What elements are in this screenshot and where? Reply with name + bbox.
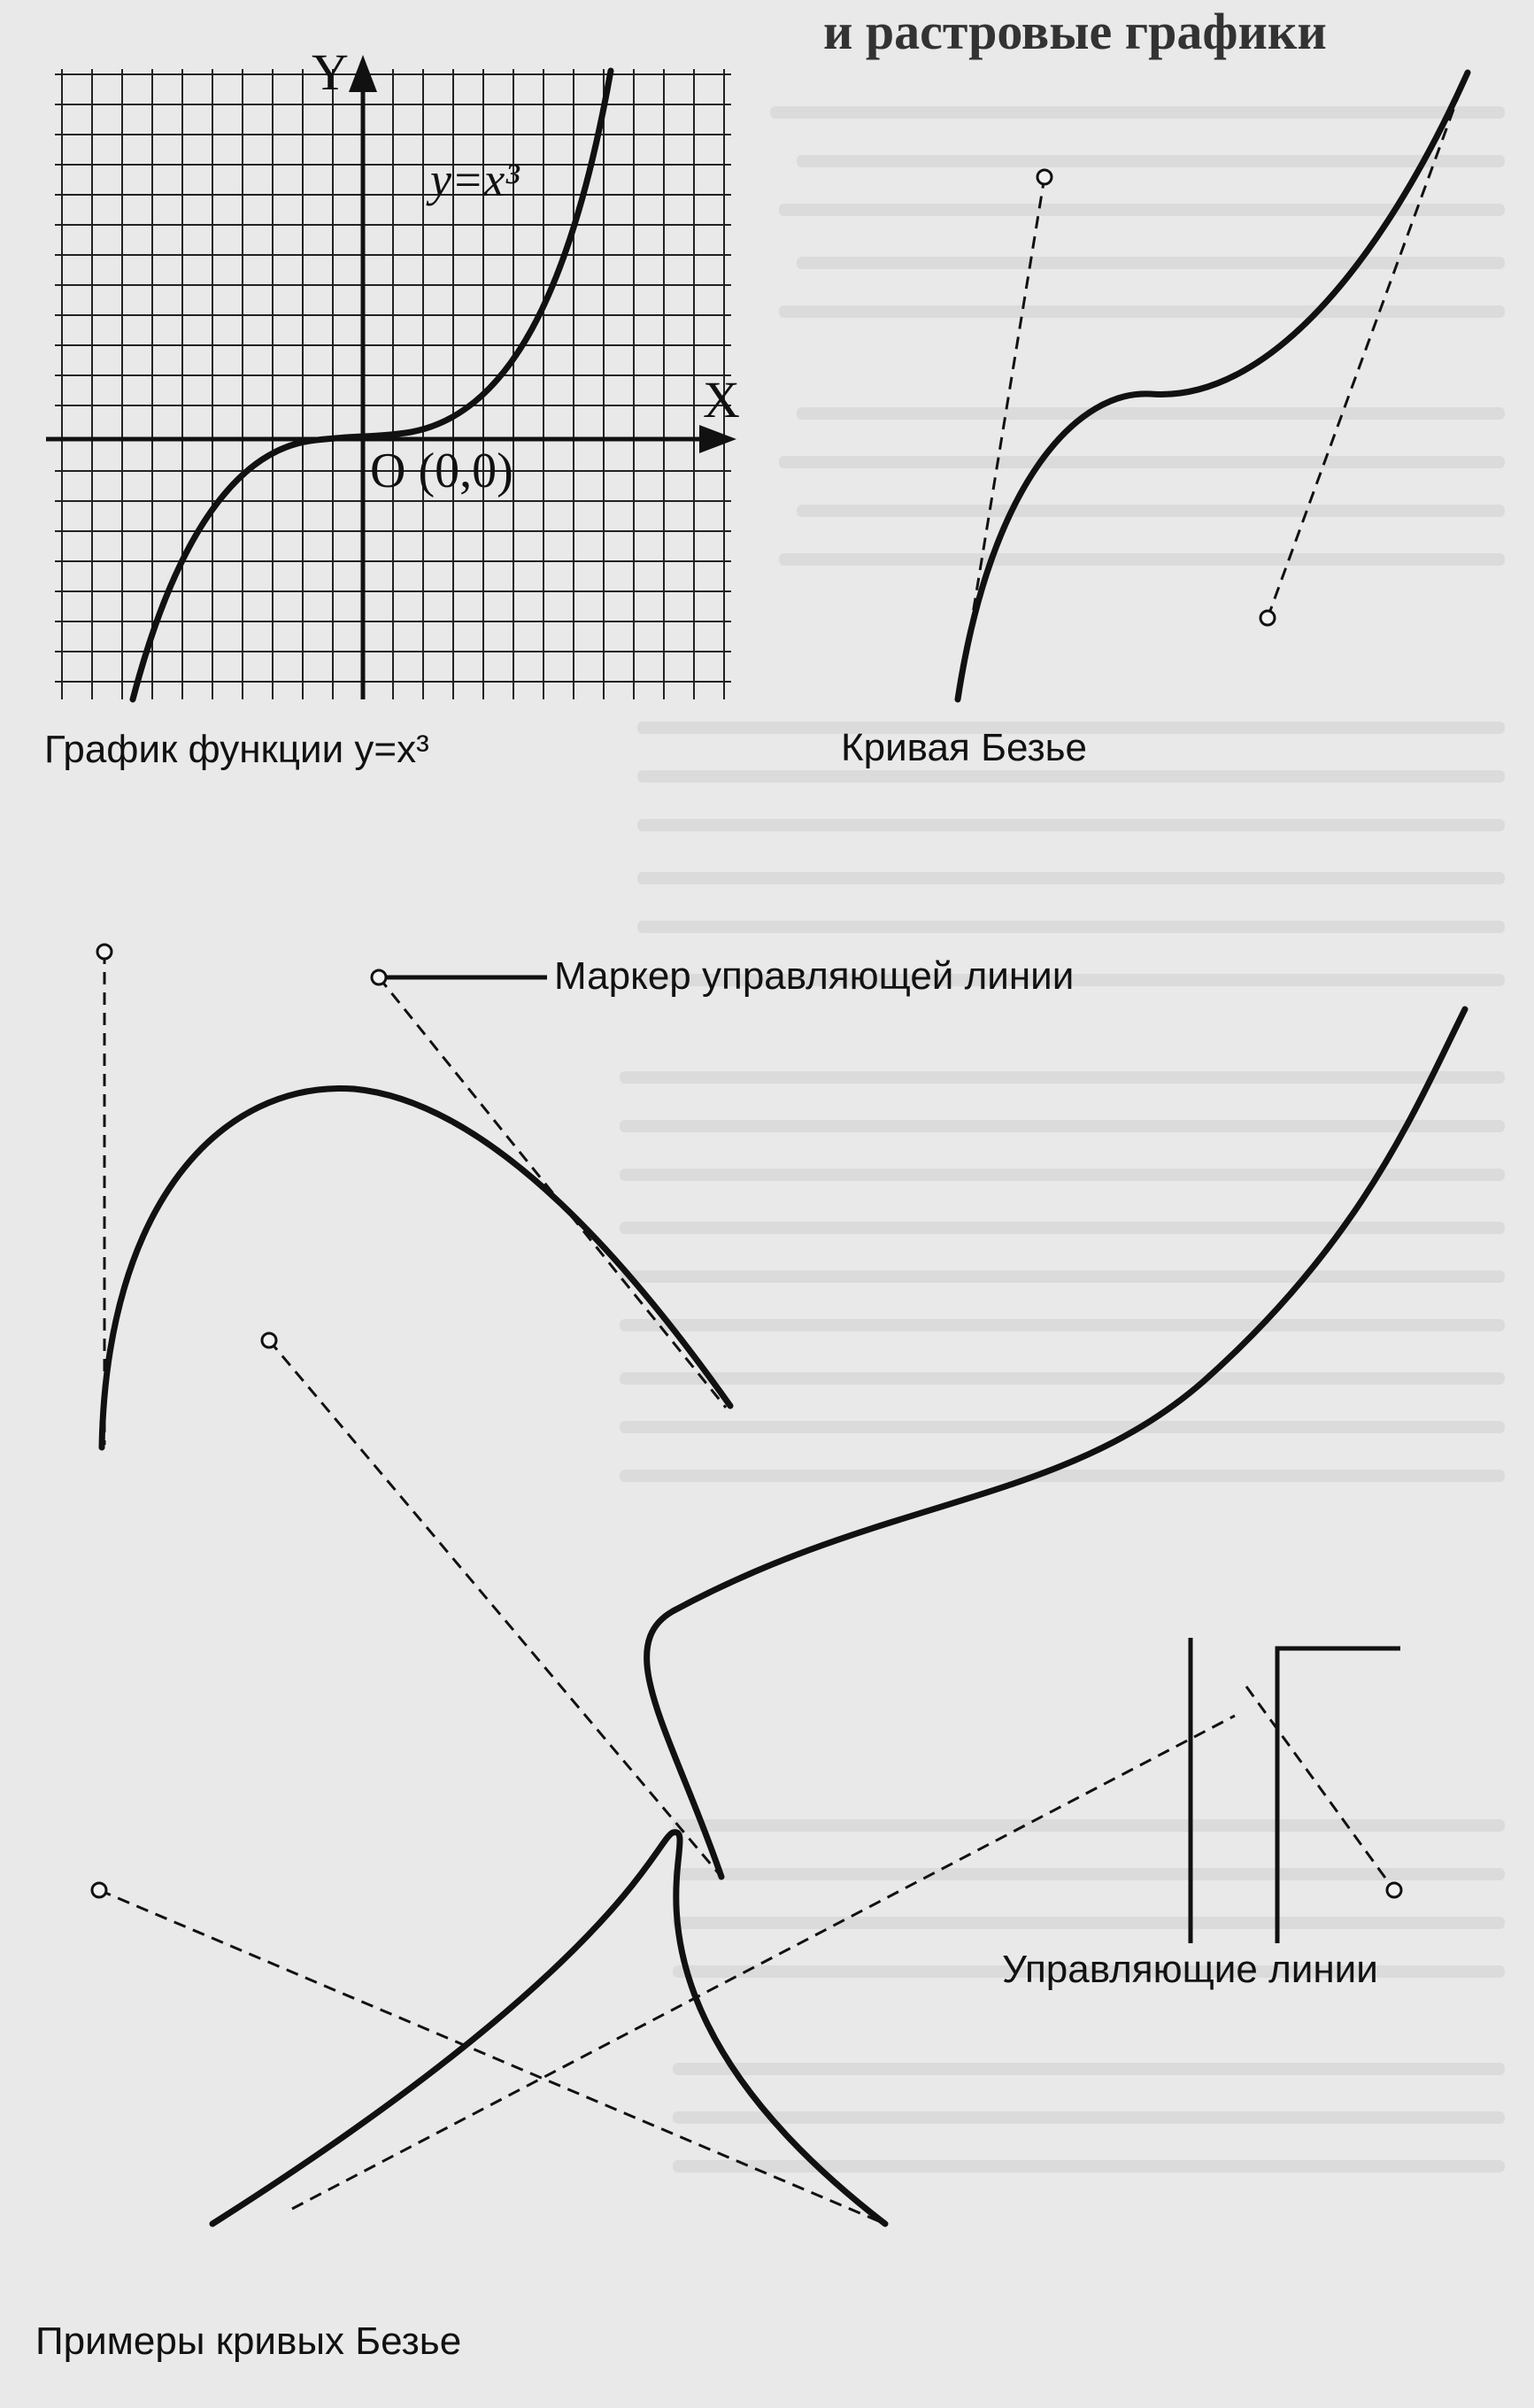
control-line xyxy=(269,1340,721,1877)
x-axis-label: X xyxy=(703,371,740,428)
control-line xyxy=(99,1890,885,2224)
bezier-examples-figure xyxy=(53,930,1505,2311)
examples-caption: Примеры кривых Безье xyxy=(35,2319,462,2363)
bezier-curve xyxy=(212,1833,885,2224)
control-point-marker xyxy=(97,945,112,959)
bezier-curve xyxy=(958,73,1468,699)
bezier-curve xyxy=(102,1088,730,1447)
function-label: y=x³ xyxy=(430,153,520,206)
marker-label: Маркер управляющей линии xyxy=(554,954,1075,998)
control-point-marker xyxy=(262,1333,276,1347)
control-point-marker xyxy=(1260,611,1275,625)
control-line xyxy=(1246,1686,1394,1890)
function-graph xyxy=(35,35,770,726)
control-point-marker xyxy=(1387,1883,1401,1897)
control-point-marker xyxy=(372,970,386,984)
control-lines-label: Управляющие линии xyxy=(1002,1948,1378,1991)
bezier-curve xyxy=(647,1009,1465,1877)
page-heading: и растровые графики xyxy=(823,3,1327,60)
label-bracket xyxy=(1191,1638,1400,1943)
bezier-single-figure xyxy=(921,62,1487,717)
control-point-marker xyxy=(92,1883,106,1897)
control-line xyxy=(970,177,1045,630)
control-line xyxy=(1268,71,1468,618)
grid xyxy=(55,69,731,699)
y-axis-label: Y xyxy=(312,43,349,101)
origin-label: O (0,0) xyxy=(370,444,513,498)
control-point-marker xyxy=(1037,170,1052,184)
graph-caption: График функции y=x³ xyxy=(44,728,429,771)
bezier-single-caption: Кривая Безье xyxy=(841,726,1088,769)
